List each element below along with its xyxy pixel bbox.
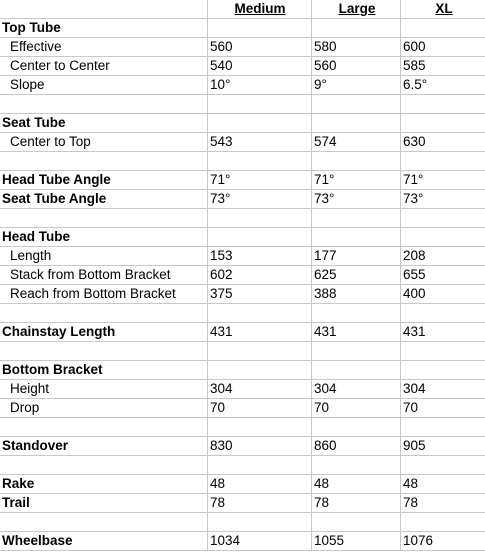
value-cell: 1076 — [403, 533, 434, 548]
row-label: Seat Tube Angle — [2, 191, 107, 206]
value-cell: 177 — [314, 248, 337, 263]
value-cell: 560 — [314, 58, 337, 73]
table-row — [0, 437, 485, 456]
section-label: Bottom Bracket — [2, 362, 103, 377]
spacer-row — [0, 95, 485, 114]
spacer-row — [0, 209, 485, 228]
row-label: Height — [10, 381, 50, 396]
value-cell: 70 — [403, 400, 419, 415]
spacer-row — [0, 456, 485, 475]
table-row — [0, 19, 485, 38]
row-label: Chainstay Length — [2, 324, 116, 339]
column-divider — [207, 0, 208, 551]
row-label: Trail — [2, 495, 30, 510]
value-cell: 560 — [210, 39, 233, 54]
value-cell: 71° — [314, 172, 335, 187]
spacer-row — [0, 342, 485, 361]
table-row — [0, 475, 485, 494]
value-cell: 543 — [210, 134, 233, 149]
table-row — [0, 171, 485, 190]
value-cell: 78 — [403, 495, 419, 510]
value-cell: 48 — [314, 476, 330, 491]
column-header: Large — [338, 1, 376, 16]
value-cell: 10° — [210, 77, 231, 92]
table-row — [0, 285, 485, 304]
value-cell: 585 — [403, 58, 426, 73]
value-cell: 625 — [314, 267, 337, 282]
row-label: Head Tube Angle — [2, 172, 111, 187]
value-cell: 48 — [403, 476, 419, 491]
value-cell: 304 — [210, 381, 233, 396]
table-row — [0, 76, 485, 95]
value-cell: 6.5° — [403, 77, 428, 92]
table-row — [0, 38, 485, 57]
value-cell: 73° — [314, 191, 335, 206]
value-cell: 78 — [210, 495, 226, 510]
spacer-row — [0, 304, 485, 323]
value-cell: 73° — [403, 191, 424, 206]
value-cell: 600 — [403, 39, 426, 54]
row-label: Effective — [10, 39, 62, 54]
value-cell: 375 — [210, 286, 233, 301]
value-cell: 1055 — [314, 533, 345, 548]
row-label: Drop — [10, 400, 40, 415]
value-cell: 830 — [210, 438, 233, 453]
value-cell: 431 — [210, 324, 233, 339]
table-row — [0, 133, 485, 152]
row-label: Length — [10, 248, 52, 263]
column-divider — [400, 0, 401, 551]
value-cell: 70 — [314, 400, 330, 415]
value-cell: 71° — [210, 172, 231, 187]
row-label: Stack from Bottom Bracket — [10, 267, 171, 282]
value-cell: 78 — [314, 495, 330, 510]
value-cell: 905 — [403, 438, 426, 453]
value-cell: 208 — [403, 248, 426, 263]
value-cell: 1034 — [210, 533, 241, 548]
table-row — [0, 114, 485, 133]
value-cell: 9° — [314, 77, 327, 92]
value-cell: 602 — [210, 267, 233, 282]
table-row — [0, 266, 485, 285]
table-row — [0, 532, 485, 551]
table-row — [0, 247, 485, 266]
value-cell: 71° — [403, 172, 424, 187]
row-label: Reach from Bottom Bracket — [10, 286, 176, 301]
value-cell: 431 — [403, 324, 426, 339]
table-row — [0, 323, 485, 342]
row-label: Center to Center — [10, 58, 110, 73]
table-row — [0, 399, 485, 418]
value-cell: 388 — [314, 286, 337, 301]
value-cell: 540 — [210, 58, 233, 73]
column-divider — [311, 0, 312, 551]
table-row — [0, 361, 485, 380]
table-row — [0, 228, 485, 247]
column-header: Medium — [234, 1, 286, 16]
value-cell: 431 — [314, 324, 337, 339]
row-label: Slope — [10, 77, 45, 92]
value-cell: 580 — [314, 39, 337, 54]
row-label: Center to Top — [10, 134, 91, 149]
row-label: Wheelbase — [2, 533, 73, 548]
row-label: Standover — [2, 438, 69, 453]
table-row — [0, 494, 485, 513]
value-cell: 655 — [403, 267, 426, 282]
section-label: Top Tube — [2, 20, 61, 35]
table-row — [0, 380, 485, 399]
column-header: XL — [435, 1, 453, 16]
value-cell: 574 — [314, 134, 337, 149]
row-label: Rake — [2, 476, 35, 491]
table-header-row — [0, 0, 485, 19]
value-cell: 304 — [403, 381, 426, 396]
value-cell: 304 — [314, 381, 337, 396]
spacer-row — [0, 418, 485, 437]
table-row — [0, 57, 485, 76]
spacer-row — [0, 152, 485, 171]
value-cell: 73° — [210, 191, 231, 206]
section-label: Seat Tube — [2, 115, 66, 130]
value-cell: 860 — [314, 438, 337, 453]
value-cell: 630 — [403, 134, 426, 149]
value-cell: 153 — [210, 248, 233, 263]
section-label: Head Tube — [2, 229, 71, 244]
spacer-row — [0, 513, 485, 532]
value-cell: 48 — [210, 476, 226, 491]
table-row — [0, 190, 485, 209]
value-cell: 400 — [403, 286, 426, 301]
value-cell: 70 — [210, 400, 226, 415]
